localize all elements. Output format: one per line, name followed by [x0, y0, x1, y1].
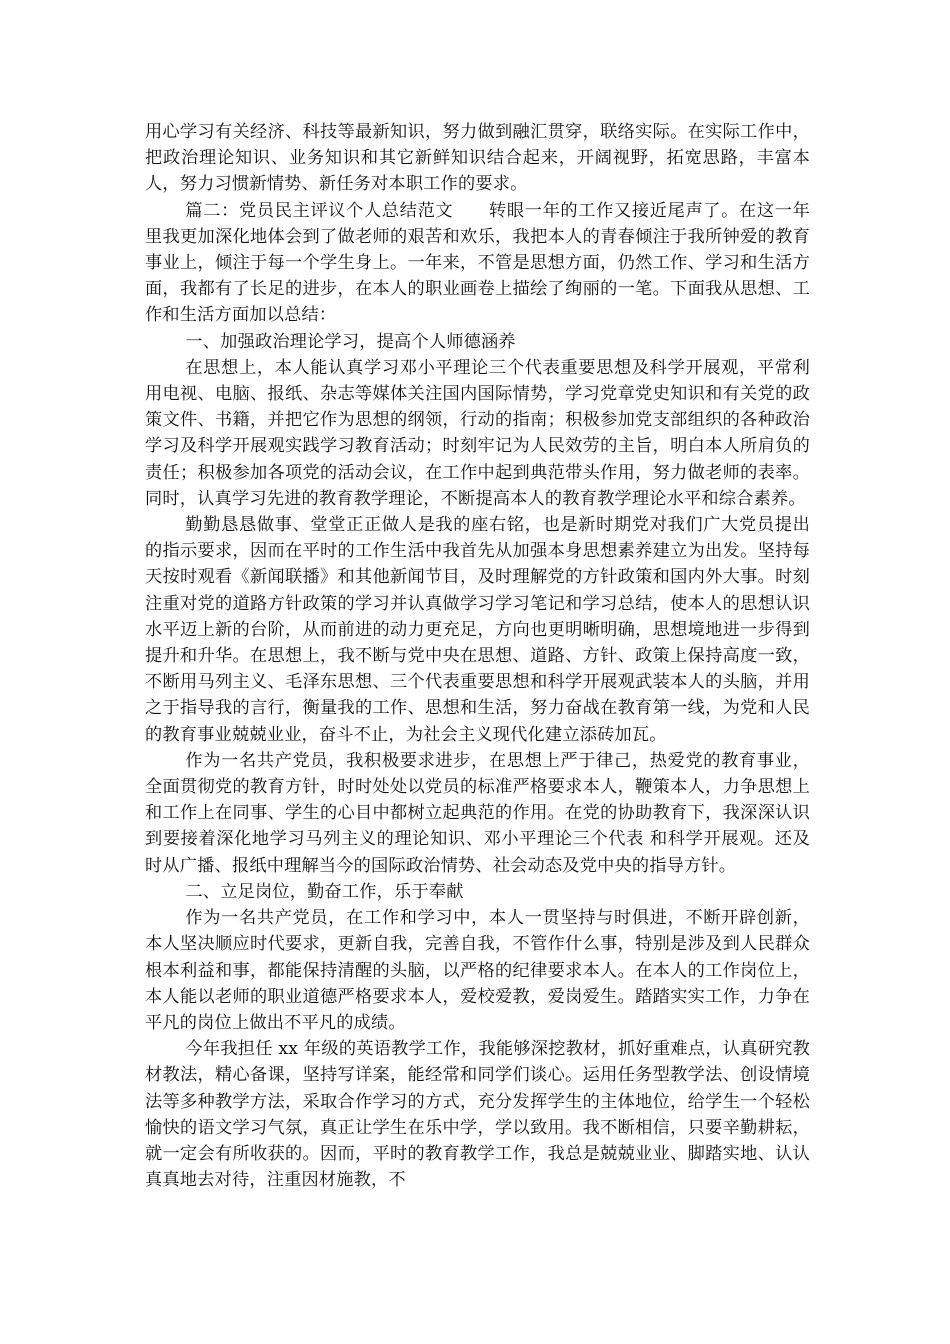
paragraph: 勤勤恳恳做事、堂堂正正做人是我的座右铭，也是新时期党对我们广大党员提出的指示要求，因而在平时的工作生活中我首先从加强本身思想素养建立为出发。坚持每天按时观看《新闻联播》和其他新闻节目，及时理解党的方针政策和国内外大事。时刻注重对党的道路方针政策的学习并认真做学习学习笔记和学习总结，使本人的思想认识水平迈上新的台阶，从而前进的动力更充足，方向也更明晰明确，思想境地进一步得到提升和升华。在思想上，我不断与党中央在思想、道路、方针、政策上保持高度一致，不断用马列主义、毛泽东思想、三个代表重要思想和科学开展观武装本人的头脑，并用之于指导我的言行，衡量我的工作、思想和生活，努力奋战在教育第一线，为党和人民的教育事业兢兢业业，奋斗不止，为社会主义现代化建立添砖加瓦。 [145, 515, 810, 745]
paragraph: 用心学习有关经济、科技等最新知识，努力做到融汇贯穿，联络实际。在实际工作中，把政治理论知识、业务知识和其它新鲜知识结合起来，开阔视野，拓宽思路，丰富本人，努力习惯新情势、新任务对本职工作的要求。 [145, 122, 810, 195]
paragraph: 篇二：党员民主评议个人总结范文 转眼一年的工作又接近尾声了。在这一年里我更加深化地体会到了做老师的艰苦和欢乐，我把本人的青春倾注于我所钟爱的教育事业上，倾注于每一个学生身上。一年来，不管是思想方面，仍然工作、学习和生活方面，我都有了长足的进步，在本人的职业画卷上描绘了绚丽的一笔。下面我从思想、工作和生活方面加以总结： [145, 200, 810, 326]
section-heading: 二、立足岗位，勤奋工作，乐于奉献 [185, 881, 464, 902]
paragraph: 作为一名共产党员，在工作和学习中，本人一贯坚持与时俱进，不断开辟创新，本人坚决顺应时代要求，更新自我，完善自我，不管作什么事，特别是涉及到人民群众根本利益和事，都能保持清醒的头脑，以严格的纪律要求本人。在本人的工作岗位上，本人能以老师的职业道德严格要求本人，爱校爱教，爱岗爱生。踏踏实实工作，力争在平凡的岗位上做出不平凡的成绩。 [145, 908, 810, 1033]
section-heading: 一、加强政治理论学习，提高个人师德涵养 [185, 331, 516, 352]
paragraph: 在思想上，本人能认真学习邓小平理论三个代表重要思想及科学开展观，平常利用电视、电脑、报纸、杂志等媒体关注国内国际情势，学习党章党史知识和有关党的政策文件、书籍，并把它作为思想的纲领，行动的指南；积极参加党支部组织的各种政治学习及科学开展观实践学习教育活动；时刻牢记为人民效劳的主旨，明白本人所肩负的责任；积极参加各项党的活动会议，在工作中起到典范带头作用，努力做老师的表率。同时，认真学习先进的教育教学理论，不断提高本人的教育教学理论水平和综合素养。 [145, 357, 810, 509]
paragraph: 作为一名共产党员，我积极要求进步，在思想上严于律己，热爱党的教育事业，全面贯彻党的教育方针，时时处处以党员的标准严格要求本人，鞭策本人，力争思想上和工作上在同事、学生的心目中都树立起典范的作用。在党的协助教育下，我深深认识到要接着深化地学习马列主义的理论知识、邓小平理论三个代表 和科学开展观。还及时从广播、报纸中理解当今的国际政治情势、社会动态及党中央的指导方针。 [145, 750, 810, 876]
document-body [145, 119, 810, 1193]
paragraph: 今年我担任 xx 年级的英语教学工作，我能够深挖教材，抓好重难点，认真研究教材教法，精心备课，坚持写详案，能经常和同学们谈心。运用任务型教学法、创设情境法等多种教学方法，采取合作学习的方式，充分发挥学生的主体地位，给学生一个轻松愉快的语文学习气氛，真正让学生在乐中学，学以致用。我不断相信，只要辛勤耕耘，就一定会有所收获的。因而，平时的教育教学工作，我总是兢兢业业、脚踏实地、认认真真地去对待，注重因材施教，不 [145, 1039, 810, 1191]
